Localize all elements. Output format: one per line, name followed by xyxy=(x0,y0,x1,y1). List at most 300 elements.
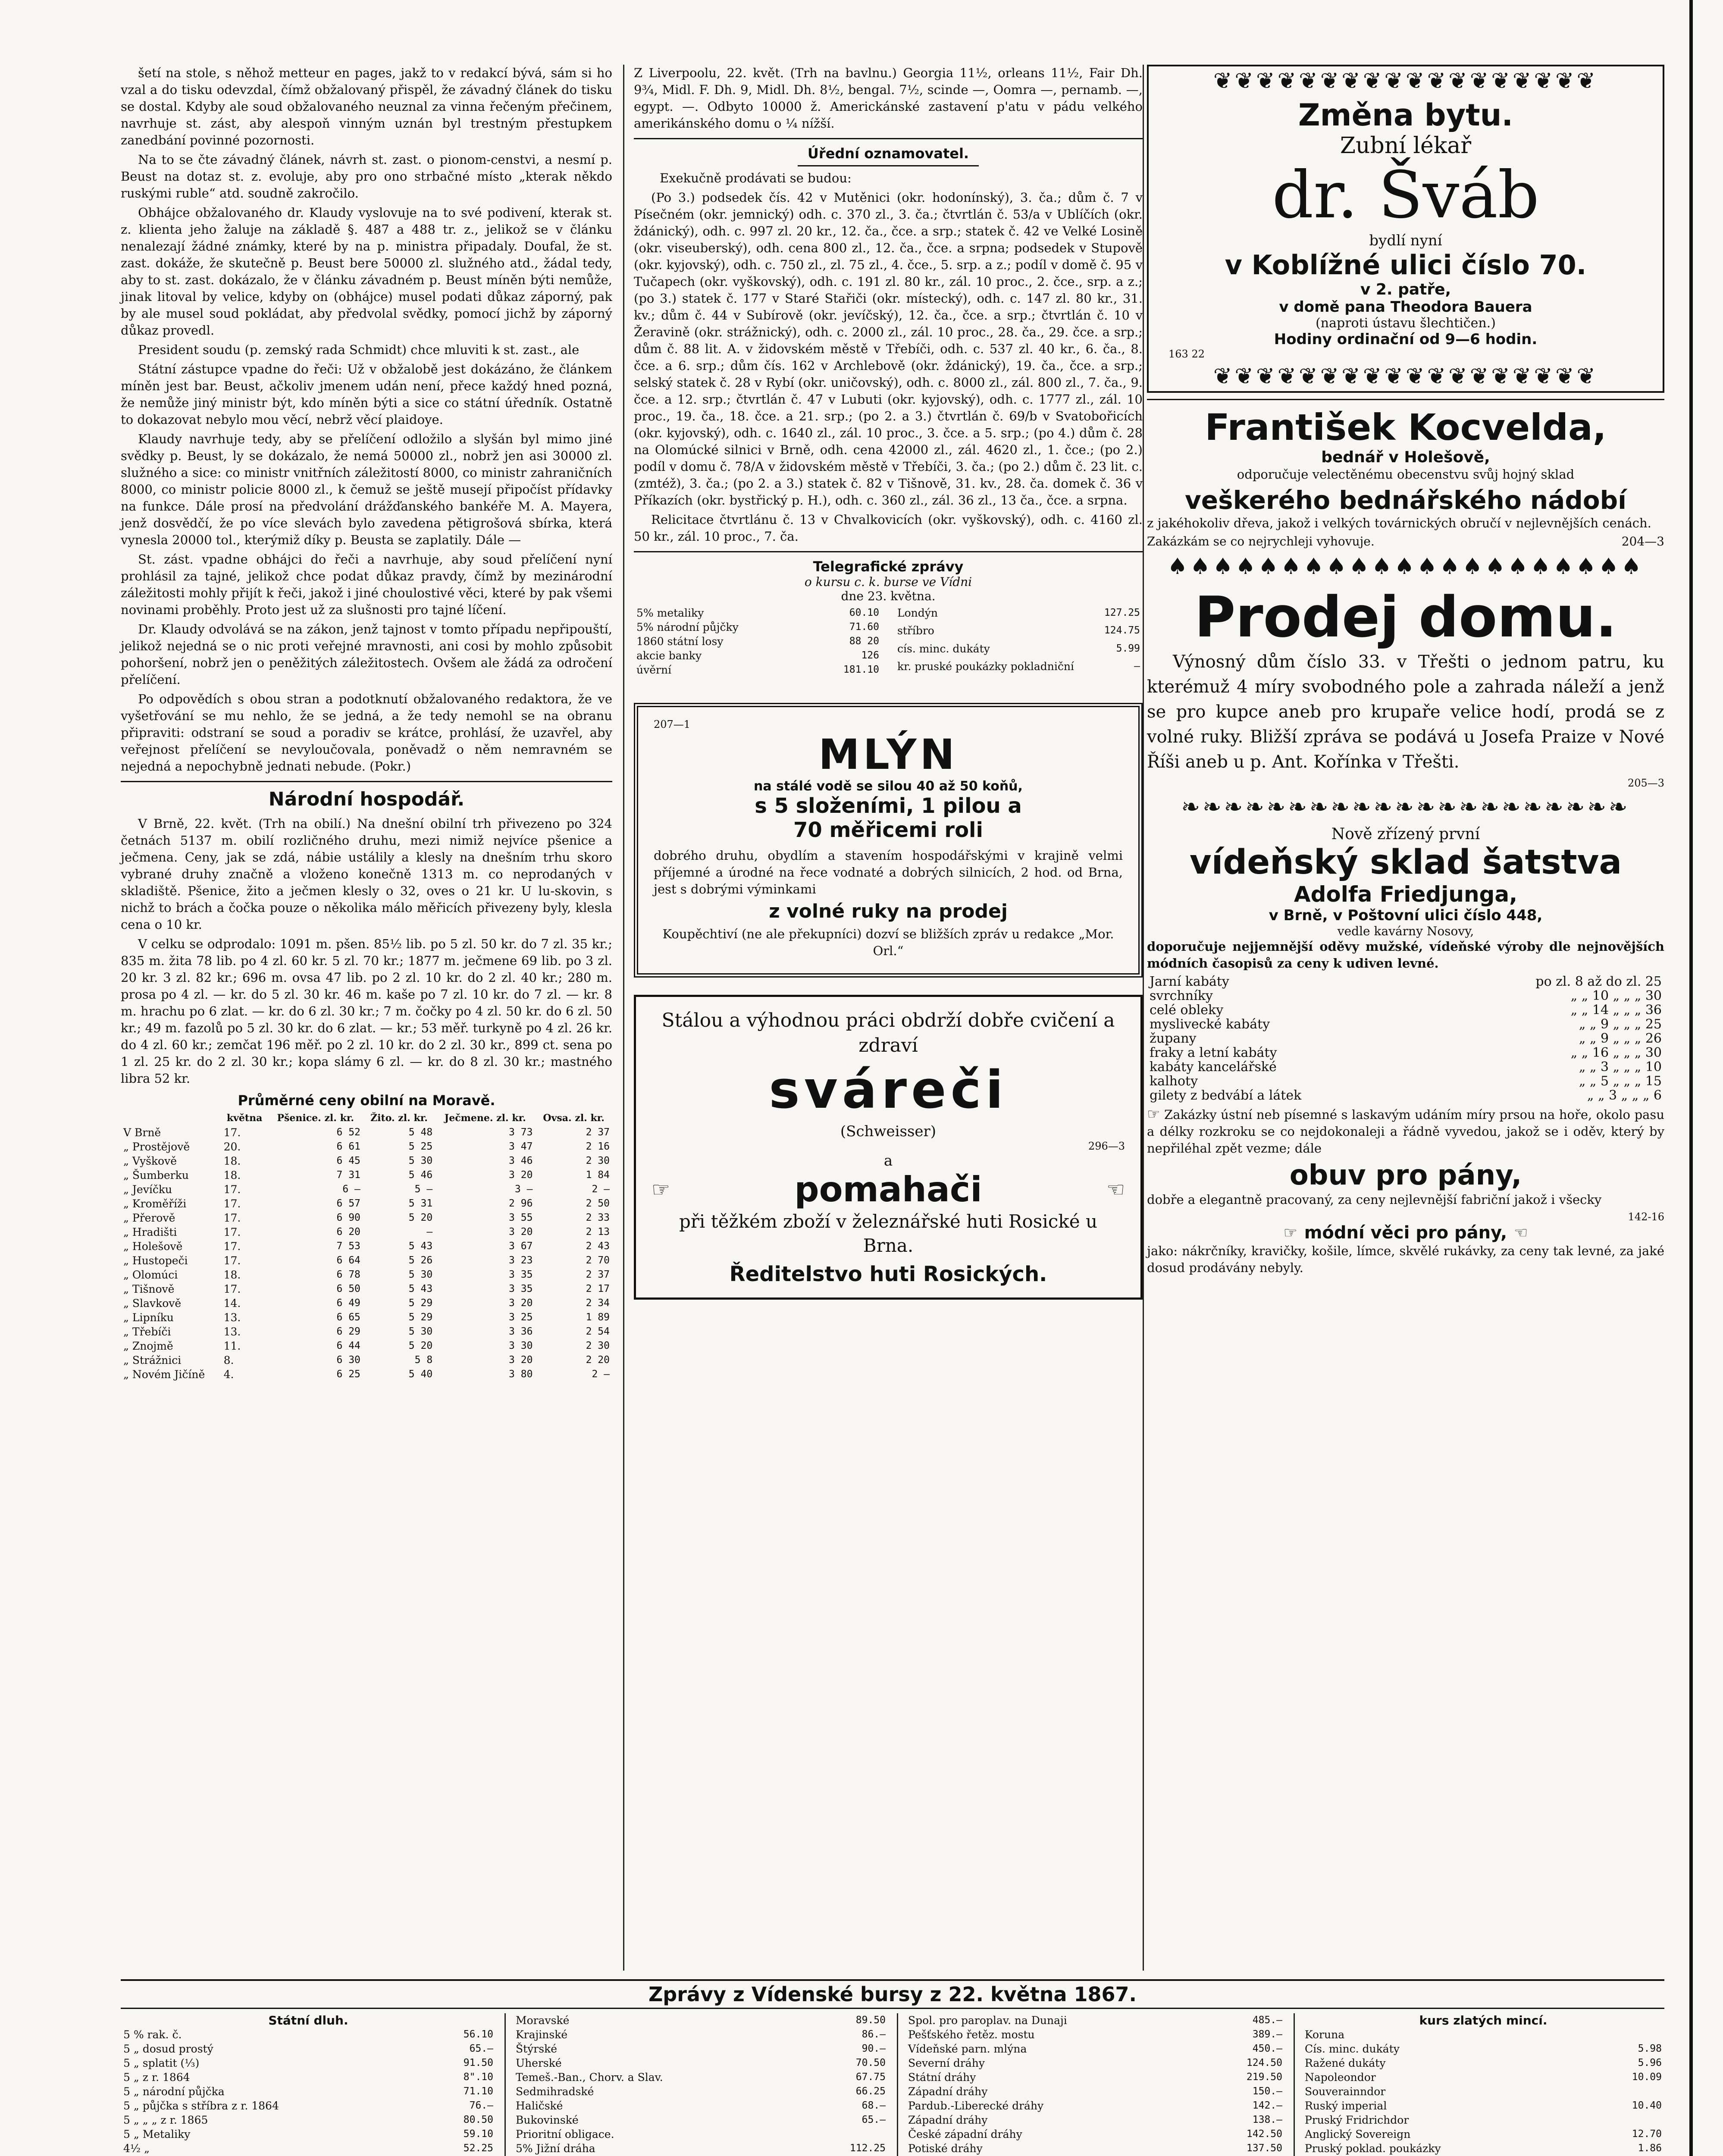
bourse-value: 1.86 xyxy=(1638,2143,1662,2154)
bourse-value: 52.25 xyxy=(463,2143,493,2154)
ad-reference: 142-16 xyxy=(1628,1211,1664,1223)
kocvelda-ad xyxy=(1147,406,1664,548)
telegraph-value: 127.25 xyxy=(1104,607,1140,618)
ad-reference: 296—3 xyxy=(1088,1140,1125,1152)
bourse-label: Štýrské xyxy=(516,2043,558,2055)
bourse-label: Anglický Sovereign xyxy=(1305,2128,1411,2140)
bourse-row xyxy=(905,2056,1285,2070)
prices-cell: „ Jevíčku xyxy=(123,1183,172,1196)
prices-cell: 3 23 xyxy=(509,1255,533,1266)
prices-cell: 2 33 xyxy=(586,1212,610,1223)
prices-cell: „ Lipníku xyxy=(123,1311,174,1324)
telegraph-value: 126 xyxy=(861,650,879,661)
clothes-item-row xyxy=(1147,1017,1664,1031)
clothes-item-name: župany xyxy=(1150,1031,1197,1046)
bourse-label: Pardub.-Liberecké dráhy xyxy=(908,2100,1044,2112)
bourse-row xyxy=(905,2127,1285,2141)
prices-cell: 3 67 xyxy=(509,1241,533,1252)
telegraph-date: dne 23. května. xyxy=(841,589,936,603)
shoes-title: obuv pro pány, xyxy=(1289,1159,1522,1191)
bourse-row xyxy=(1302,2141,1664,2156)
ornament-border-icon: ❦❦❦❦❦❦❦❦❦❦❦❦❦❦❦❦❦❦ xyxy=(1213,364,1598,389)
bourse-value: 10.09 xyxy=(1632,2071,1662,2083)
prices-cell: 2 50 xyxy=(586,1198,610,1209)
telegraph-label: 5% národní půjčky xyxy=(636,621,739,633)
svareci-lead: Stálou a výhodnou práci obdrží dobře cvičení a zdraví xyxy=(661,1009,1115,1056)
bourse-row xyxy=(121,2056,496,2070)
bourse-row xyxy=(1302,2042,1664,2056)
prices-row xyxy=(121,1168,612,1182)
clothes-lead: Nově zřízený první xyxy=(1331,825,1480,843)
court-paragraph: Po odpovědích s obou stran a podotknutí obžalovaného redaktora, že ve vyšetřování se mu nehlo, že se jedná, a že tedy nemohl se na obranu připraviti: odstraní se soud a poradiv se krátce, prohlásí, že uzavřel, aby veřejnost přelíčení se nevyloučovala, poněvadž o něm nemravném se nejedná a nepochybně jednati nebude. (Pokr.) xyxy=(121,692,612,774)
move-house: v domě pana Theodora Bauera xyxy=(1279,298,1532,316)
prices-cell: 3 47 xyxy=(509,1141,533,1152)
bourse-row xyxy=(121,2084,496,2099)
svareci-sign: Ředitelstvo huti Rosických. xyxy=(729,1262,1047,1286)
clothes-item-row xyxy=(1147,1046,1664,1060)
bourse-row xyxy=(513,2028,888,2042)
prices-cell: 2 96 xyxy=(509,1198,533,1209)
bourse-row xyxy=(513,2127,888,2141)
bourse-label: Haličské xyxy=(516,2100,563,2112)
svareci-body: při těžkém zboží v železnářské huti Rosické u Brna. xyxy=(679,1211,1098,1256)
telegraph-row xyxy=(634,620,882,634)
bourse-row xyxy=(1302,2099,1664,2113)
prices-cell: 6 78 xyxy=(336,1269,360,1280)
mlyn-ad xyxy=(634,703,1143,978)
telegraph-row xyxy=(634,634,882,649)
kocvelda-lead: odporučuje velectěnému obecenstvu svůj hojný sklad xyxy=(1237,467,1575,482)
telegraph-label: 1860 státní losy xyxy=(636,635,724,648)
court-paragraph: Na to se čte závadný článek, návrh st. zast. o pionom-censtvi, a nesmí p. Beust na dotaz st. z. evoluje, aby pro ono strbačné místo „kterak někdo ruskými ruble“ atd. soudně zakročilo. xyxy=(121,152,612,201)
bourse-row xyxy=(121,2028,496,2042)
prices-cell: 5 31 xyxy=(408,1198,433,1209)
bourse-value: 137.50 xyxy=(1246,2143,1282,2154)
bourse-value: 68.— xyxy=(862,2100,886,2111)
mlyn-title: MLÝN xyxy=(818,730,958,779)
bourse-label: Potiské dráhy xyxy=(908,2142,983,2155)
telegraph-left-table xyxy=(634,606,882,677)
prices-cell: „ Vyškově xyxy=(123,1155,177,1167)
bourse-label: Spol. pro paroplav. na Dunaji xyxy=(908,2014,1067,2027)
prices-cell: 20. xyxy=(223,1141,241,1153)
prices-cell: „ Tišnově xyxy=(123,1283,175,1295)
clothes-near: vedle kavárny Nosovy, xyxy=(1337,924,1474,938)
telegraph-row xyxy=(634,663,882,677)
pointing-hand-icon: ☜ xyxy=(1514,1224,1528,1242)
mlyn-line2: s 5 složeními, 1 pilou a xyxy=(755,794,1022,818)
bourse-label: 5 „ „ „ z r. 1865 xyxy=(123,2114,208,2126)
column-rule xyxy=(1294,2013,1295,2156)
clothes-item-row xyxy=(1147,1060,1664,1074)
prices-cell: 6 90 xyxy=(336,1212,360,1223)
prices-cell: 3 80 xyxy=(509,1369,533,1380)
clothes-item-price: „ „ 16 „ „ „ 30 xyxy=(1570,1045,1662,1060)
bourse-label: Pruský Fridrichdor xyxy=(1305,2114,1409,2126)
prices-cell: 17. xyxy=(223,1197,241,1210)
bourse-row xyxy=(121,2042,496,2056)
bourse-value: 67.75 xyxy=(855,2071,886,2083)
coins-title: kurs zlatých mincí. xyxy=(1419,2013,1548,2028)
move-ad xyxy=(1147,65,1664,393)
svareci-sub: (Schweisser) xyxy=(840,1123,937,1140)
left-column xyxy=(121,65,612,1382)
clothes-item-row xyxy=(1147,1088,1664,1103)
kocvelda-main: veškerého bednářského nádobí xyxy=(1184,486,1627,515)
telegraph-row xyxy=(634,649,882,663)
bourse-value: 70.50 xyxy=(855,2057,886,2068)
mlyn-body: dobrého druhu, obydlím a stavením hospodářskými v krajině velmi příjemné a úrodné na řece vodnaté a dobrých silnicích, 2 hod. od Brna, jest s dobrými výminkami xyxy=(654,848,1123,896)
bourse-label: 5% Jižní dráha xyxy=(516,2142,595,2155)
bourse-value: 389.— xyxy=(1252,2029,1282,2040)
move-address: v Koblížné ulici číslo 70. xyxy=(1225,249,1587,281)
prices-cell: 3 36 xyxy=(509,1326,533,1337)
mlyn-line3: 70 měřicemi roli xyxy=(793,818,983,842)
prices-cell: 18. xyxy=(223,1155,241,1167)
prices-cell: 6 29 xyxy=(336,1326,360,1337)
clothes-desc: doporučuje nejjemnější oděvy mužské, vídeňské výroby dle nejnovějších módních časopisů za ceny k udiven levné. xyxy=(1147,939,1664,971)
clothes-item-price: „ „ 14 „ „ „ 36 xyxy=(1570,1003,1662,1018)
official-text: (Po 3.) podsedek čís. 42 v Mutěnici (okr. hodonínský), 3. ča.; dům č. 7 v Písečném (okr. jemnický) odh. c. 370 zl., 3. ča.; čtvrtlán č. 53/a v Ublíčích (okr. ždánický), odh. c. 997 zl. 20 kr., 12. ča., čce. a srp.; statek č. 42 ve Velké Losině (okr. viseuberský), odh. cena 800 zl., 12. ča., čce. a srpna; podsedek v Stupově (okr. kyjovský), odh. c. 750 zl., zl. 75 zl., 4. čce., 5. srp. a z.; podíl v domě č. 95 v Tučapech (okr. vyškovský), odh. c. 191 zl. 80 kr., zál. 10 proc., 2. čce., srp. a z.; (po 3.) statek č. 177 v Staré Stařiči (okr. místecký), odh. c. 147 zl. 80 kr., 31. kv.; dům č. 44 v Subírově (okr. jevíčský), 12. ča., čce. a srp.; čtvrtlán č. 10 v Žeravině (okr. strážnický), odh. c. 2000 zl., zál. 10 proc., 28. ča., 29. čce. a srp.; dům č. 88 lit. A. v židovském městě v Třebíči, odh. c. 537 zl. 40 kr., 6. ča., 8. čce. a 6. srp.; dům čís. 162 v Archlebově (okr. ždánický), 19. ča., čce. a srp.; selský statek č. 28 v Rybí (okr. uničovský), odh. c. 8000 zl., zál. 800 zl., 7. ča., 9. čce. a 12. srp.; čtvrtlán č. 47 v Lubuti (okr. kyjovský), odh. c. 1777 zl., zál. 10 proc., 19. ča., 18. čce. a 21. srp.; (po 2. a 3.) čtvrtlán č. 69/b v Svatobořicích (okr. kyjovský), odh. c. 1640 zl., zál. 10 proc., 3. čce. a 5. srp.; (po 4.) dům č. 28 na Olomúcké silnici v Brně, odh. cena 42000 zl., zál. 4620 zl., 1. čce.; (po 2.) podíl v domu č. 78/A v židovském městě v Třebíči, 3. ča.; (po 2.) dům č. 23 lit. c. (zmtéž), 3. ča.; (po 2. a 3.) statek č. 82 v Tišnově, 31. kv., 28. ča. domek č. 36 v Příkazích (okr. bystřický p. H.), odh. c. 360 zl., zál. 36 zl., 13 ča., čce. a srpna. xyxy=(634,190,1143,508)
pointing-hand-left-icon: ☜ xyxy=(1106,1177,1125,1202)
pointing-hand-icon: ☞ xyxy=(1147,1106,1160,1123)
bourse-col-coins xyxy=(1302,2013,1664,2156)
clothes-item-name: kabáty kancelářské xyxy=(1150,1059,1277,1075)
pointing-hand-icon: ☞ xyxy=(1283,1224,1297,1242)
prices-cell: 5 20 xyxy=(408,1212,433,1223)
bourse-row xyxy=(905,2013,1285,2028)
section-rule xyxy=(634,551,1143,552)
telegraph-row xyxy=(895,659,1143,677)
bourse-label: 5 „ Metaliky xyxy=(123,2128,191,2140)
section-rule xyxy=(1147,399,1664,400)
middle-column xyxy=(634,65,1143,1308)
prices-row xyxy=(121,1239,612,1253)
grain-prices-title: Průměrné ceny obilní na Moravě. xyxy=(238,1092,495,1109)
prices-cell: 5 46 xyxy=(408,1169,433,1181)
move-hours: Hodiny ordinační od 9—6 hodin. xyxy=(1274,331,1538,348)
prices-cell: 17. xyxy=(223,1183,241,1196)
clothes-item-name: kalhoty xyxy=(1150,1074,1198,1089)
bourse-label: 5 „ z r. 1864 xyxy=(123,2071,190,2084)
move-line1: Zubní lékař xyxy=(1340,133,1472,159)
prices-cell: 4. xyxy=(223,1368,234,1381)
telegraph-value: 71.60 xyxy=(849,621,879,633)
mlyn-offer: z volné ruky na prodej xyxy=(769,900,1008,922)
ad-reference: 205—3 xyxy=(1627,777,1664,789)
market-paragraph: V Brně, 22. květ. (Trh na obilí.) Na dnešní obilní trh přivezeno po 324 četnách 5137 m. obilí rozličného druhu, mezi nimiž nejvíce pšenice a ječmena. Ceny, jak se zdá, nábie ustálily a klesly na dnešním trhu skoro vybrané druhy značně a vloženo konečně 1313 m. co neprodaných v skladiště. Pšenice, žito a ječmen klesly o 32, oves o 21 kr. U lu-skovin, s nichž to brách a čočka pouze o několika málo měřicích přivezeny byly, klesla cena o 10 kr. xyxy=(121,816,612,932)
prices-cell: 3 46 xyxy=(509,1155,533,1166)
move-title: Změna bytu. xyxy=(1298,97,1513,133)
bourse-row xyxy=(905,2084,1285,2099)
bourse-columns xyxy=(121,2009,1664,2156)
section-rule xyxy=(121,781,612,782)
kocvelda-body: z jakéhokoliv dřeva, jakož i velkých továrnických obručí v nejlevnějších cenách. xyxy=(1147,516,1651,530)
prices-cell: 6 30 xyxy=(336,1354,360,1366)
bourse-value: 142.— xyxy=(1252,2100,1282,2111)
prices-row xyxy=(121,1197,612,1211)
fashion-title: módní věci pro pány, xyxy=(1304,1223,1507,1243)
prices-cell: 5 40 xyxy=(408,1369,433,1380)
bourse-label: Moravské xyxy=(516,2014,570,2027)
clothes-address: v Brně, v Poštovní ulici číslo 448, xyxy=(1269,907,1543,924)
prices-cell: 6 61 xyxy=(336,1141,360,1152)
prices-cell: 2 34 xyxy=(586,1297,610,1309)
bourse-value: 5.96 xyxy=(1638,2057,1662,2068)
prices-cell: „ Přerově xyxy=(123,1212,175,1224)
bourse-row xyxy=(1302,2056,1664,2070)
prices-cell: 3 35 xyxy=(509,1269,533,1280)
prices-cell: 2 20 xyxy=(586,1354,610,1366)
prices-cell: 6 52 xyxy=(336,1127,360,1138)
clothes-orders-text: Zakázky ústní neb písemné s laskavým udáním míry prsou na hoře, okolo pasu a délky rozkroku se co nejdokonaleji a řádně vyvedou, jakož se i oděv, který by nepřiléhal zpět vezme; dále xyxy=(1147,1107,1664,1156)
prices-header-cell: května xyxy=(226,1112,263,1124)
kocvelda-name: František Kocvelda, xyxy=(1205,406,1607,448)
clothes-orders xyxy=(1147,1106,1664,1157)
page-right-border xyxy=(1689,0,1693,2156)
prices-cell: 2 16 xyxy=(586,1141,610,1152)
prices-cell: 2 30 xyxy=(586,1155,610,1166)
clothes-item-price: „ „ 3 „ „ „ 10 xyxy=(1579,1059,1662,1075)
svareci-pomahaci-row xyxy=(652,1169,1125,1210)
mlyn-note: Koupěchtiví (ne ale překupníci) dozví se bližších zpráv u redakce „Mor. Orl.“ xyxy=(662,927,1114,958)
prices-cell: 17. xyxy=(223,1126,241,1139)
bourse-row xyxy=(513,2099,888,2113)
bourse-label: 5 % rak. č. xyxy=(123,2028,182,2041)
prices-cell: 3 55 xyxy=(509,1212,533,1223)
bourse-value xyxy=(1591,2084,1664,2099)
bourse-row xyxy=(513,2084,888,2099)
prices-cell: 6 20 xyxy=(336,1226,360,1238)
clothes-ad xyxy=(1147,825,1664,1276)
doctor-name: dr. Šváb xyxy=(1272,158,1539,233)
bourse-label: 5 „ splatit (¹⁄₃) xyxy=(123,2057,200,2069)
bourse-row xyxy=(513,2113,888,2127)
clothes-item-name: myslivecké kabáty xyxy=(1150,1017,1270,1032)
bourse-value: 89.50 xyxy=(855,2015,886,2026)
bourse-value xyxy=(1591,2113,1664,2127)
ad-reference: 207—1 xyxy=(654,718,691,730)
clothes-item-price: „ „ 10 „ „ „ 30 xyxy=(1570,988,1662,1003)
section-rule xyxy=(634,138,1143,139)
bourse-label: Pešťského řetěz. mostu xyxy=(908,2028,1035,2041)
prices-cell: 6 44 xyxy=(336,1340,360,1351)
prices-header-cell: Žito. zl. kr. xyxy=(370,1112,428,1124)
bourse-row xyxy=(121,2127,496,2141)
bourse-row xyxy=(513,2042,888,2056)
court-paragraph: Dr. Klaudy odvolává se na zákon, jenž tajnost v tomto případu nepřipouští, jelikož nejedná se o nic proti veřejné mravnosti, ani cosi by mohlo způsobit pohoršení, nobrž jen o peněžitých záležitostech. Ovšem ale žádá za odročení přelíčení. xyxy=(121,622,612,687)
bourse-label: Souverainndor xyxy=(1305,2085,1386,2098)
bourse-label: 5 „ půjčka s stříbra z r. 1864 xyxy=(123,2100,279,2112)
ornament-spades-icon: ♠♠♠♠♠♠♠♠♠♠♠♠♠♠♠♠♠♠♠♠♠ xyxy=(1167,555,1644,579)
telegraph-value: 60.10 xyxy=(849,607,879,618)
bourse-label: Prioritní obligace. xyxy=(516,2128,614,2140)
prices-cell: 2 37 xyxy=(586,1127,610,1138)
bourse-value: 450.— xyxy=(1252,2043,1282,2054)
clothes-item-price: „ „ 9 „ „ „ 25 xyxy=(1579,1017,1662,1032)
prices-row xyxy=(121,1253,612,1268)
prices-row xyxy=(121,1125,612,1140)
prices-cell: 8. xyxy=(223,1354,234,1366)
mlyn-line1: na stálé vodě se silou 40 až 50 koňů, xyxy=(754,779,1023,794)
prices-cell: — xyxy=(426,1226,433,1238)
bourse-value: 142.50 xyxy=(1246,2128,1282,2140)
prices-cell: 6 45 xyxy=(336,1155,360,1166)
prices-cell: „ Hustopeči xyxy=(123,1254,188,1267)
bourse-label: Pruský poklad. poukázky xyxy=(1305,2142,1441,2155)
bourse-row xyxy=(1302,2127,1664,2141)
telegraph-value: 5.99 xyxy=(1116,642,1140,654)
prices-cell: 6 50 xyxy=(336,1283,360,1294)
telegraph-row xyxy=(895,642,1143,659)
bourse-label: Sedmihradské xyxy=(516,2085,594,2098)
prices-cell: 17. xyxy=(223,1254,241,1267)
prices-cell: 3 20 xyxy=(509,1169,533,1181)
prices-cell: 5 25 xyxy=(408,1141,433,1152)
bourse-col-shares xyxy=(905,2013,1285,2156)
prices-cell: „ Slavkově xyxy=(123,1297,182,1310)
prices-cell: 13. xyxy=(223,1311,241,1324)
prices-cell: 7 31 xyxy=(336,1169,360,1181)
prices-row xyxy=(121,1154,612,1168)
ad-reference: 204—3 xyxy=(1621,534,1664,548)
court-paragraph: Státní zástupce vpadne do řeči: Už v obžalobě jest dokázáno, že článkem míněn jest bar. Beust, ačkoliv jmenem udán není, přece každý hned pozná, že nemůže jiný ministr být, kdo míněn býti a sice co státní úředník. Ostatně to dokazovat nebylo mou věcí, nebrž věcí plaidoye. xyxy=(121,362,612,427)
telegraph-label: úvěrní xyxy=(636,664,672,676)
bourse-value: 5.98 xyxy=(1638,2043,1662,2054)
prices-row xyxy=(121,1211,612,1225)
bourse-value: 219.50 xyxy=(1246,2071,1282,2083)
prices-cell: 6 — xyxy=(342,1184,360,1195)
prices-cell: 2 — xyxy=(592,1369,610,1380)
bourse-row xyxy=(121,2141,496,2156)
column-rule xyxy=(504,2013,506,2156)
bourse-row xyxy=(905,2070,1285,2084)
bourse-label: Napoleondor xyxy=(1305,2071,1376,2084)
bourse-label: Státní dráhy xyxy=(908,2071,976,2084)
clothes-item-price: „ „ 9 „ „ „ 26 xyxy=(1579,1031,1662,1046)
prices-cell: 5 48 xyxy=(408,1127,433,1138)
prices-cell: 3 20 xyxy=(509,1354,533,1366)
telegraph-row xyxy=(634,606,882,620)
prices-cell: 3 25 xyxy=(509,1312,533,1323)
prices-cell: 5 43 xyxy=(408,1241,433,1252)
prices-header-cell xyxy=(121,1111,221,1125)
prices-cell: 2 30 xyxy=(586,1340,610,1351)
telegraph-value: 88 20 xyxy=(849,636,879,647)
bourse-label: Severní dráhy xyxy=(908,2057,985,2069)
move-line2: bydlí nyní xyxy=(1369,232,1442,249)
market-report xyxy=(121,815,612,1087)
court-paragraph: šetí na stole, s něhož metteur en pages, jakž to v redakcí bývá, sám si ho vzal a do tisku odevzdal, čímž obžalovaný přispěl, že závadný článek do tisku se dostal. Kdyby ale soud obžalovaného neuznal za vinna řečeným přečinem, navrhuje st. zást, aby alespoň vinným uznán byl trestným přestupkem zanedbání povinné pozornosti. xyxy=(121,66,612,147)
clothes-item-row xyxy=(1147,1003,1664,1017)
bourse-label: České západní dráhy xyxy=(908,2128,1022,2140)
bourse-value: 91.50 xyxy=(463,2057,493,2068)
bourse-value: 124.50 xyxy=(1246,2057,1282,2068)
prices-cell: 2 — xyxy=(592,1184,610,1195)
prices-cell: 5 29 xyxy=(408,1297,433,1309)
prices-cell: 6 25 xyxy=(336,1369,360,1380)
clothes-item-name: svrchníky xyxy=(1150,988,1213,1003)
bourse-row xyxy=(513,2056,888,2070)
clothes-item-row xyxy=(1147,975,1664,989)
prices-cell: 2 17 xyxy=(586,1283,610,1294)
bourse-value: 65.— xyxy=(862,2114,886,2125)
prices-cell: 14. xyxy=(223,1297,241,1310)
prices-cell: 6 65 xyxy=(336,1312,360,1323)
prices-cell: 6 49 xyxy=(336,1297,360,1309)
prices-row xyxy=(121,1268,612,1282)
prices-row xyxy=(121,1296,612,1310)
prices-cell: 17. xyxy=(223,1240,241,1253)
bourse-value xyxy=(1591,2028,1664,2042)
telegraph-heading: Telegrafické zprávy xyxy=(813,558,964,575)
clothes-item-name: celé obleky xyxy=(1150,1003,1224,1018)
clothes-item-price: po zl. 8 až do zl. 25 xyxy=(1535,974,1662,989)
prices-cell: 2 54 xyxy=(586,1326,610,1337)
prices-cell: 3 73 xyxy=(509,1127,533,1138)
bourse-row xyxy=(513,2141,888,2156)
prices-cell: 6 57 xyxy=(336,1198,360,1209)
pointing-hand-right-icon: ☞ xyxy=(652,1177,670,1202)
telegraph-label: kr. pruské poukázky pokladniční xyxy=(897,660,1074,673)
bourse-label: 5 „ dosud prostý xyxy=(123,2043,213,2055)
prices-row xyxy=(121,1325,612,1339)
telegraph-right-table xyxy=(895,606,1143,677)
bourse-label: Uherské xyxy=(516,2057,562,2069)
bourse-label: Cís. minc. dukáty xyxy=(1305,2043,1400,2055)
prices-cell: 2 70 xyxy=(586,1255,610,1266)
kocvelda-sub: bednář v Holešově, xyxy=(1321,448,1490,466)
prices-cell: „ Strážnici xyxy=(123,1354,182,1366)
bourse-row xyxy=(121,2113,496,2127)
prices-cell: 1 84 xyxy=(586,1169,610,1181)
relicitace-text: Relicitace čtvrtlánu č. 13 v Chvalkovicích (okr. vyškovský), odh. c. 4160 zl. 50 kr., zál. 10 proc., 7. ča. xyxy=(634,512,1143,544)
right-column xyxy=(1147,65,1664,1279)
move-landmark: (naproti ústavu šlechtičen.) xyxy=(1316,316,1496,331)
prices-header-cell: Ječmene. zl. kr. xyxy=(444,1112,526,1124)
bourse-value: 150.— xyxy=(1252,2086,1282,2097)
prices-cell: „ Šumberku xyxy=(123,1169,189,1181)
prices-cell: „ Olomúci xyxy=(123,1269,178,1281)
bourse-row xyxy=(121,2070,496,2084)
bourse-title: Zprávy z Vídenské bursy z 22. května 1867. xyxy=(648,1983,1137,2006)
grain-prices-table xyxy=(121,1111,612,1382)
svareci-word: sváreči xyxy=(769,1060,1008,1120)
telegraph-row xyxy=(895,624,1143,641)
svareci-word2: pomahači xyxy=(794,1169,982,1210)
economy-heading: Národní hospodář. xyxy=(268,788,465,810)
prices-row xyxy=(121,1339,612,1353)
prices-header-cell: Ovsa. zl. kr. xyxy=(543,1112,605,1124)
prices-cell: 7 53 xyxy=(336,1241,360,1252)
telegraph-label: cís. minc. dukáty xyxy=(897,642,990,655)
bourse-value: 80.50 xyxy=(463,2114,493,2125)
prices-row xyxy=(121,1140,612,1154)
clothes-title: vídeňský sklad šatstva xyxy=(1189,843,1622,882)
prices-cell: 2 13 xyxy=(586,1226,610,1238)
bourse-value: 66.25 xyxy=(855,2086,886,2097)
prices-row xyxy=(121,1367,612,1382)
bourse-label: Západní dráhy xyxy=(908,2114,988,2126)
svareci-ad xyxy=(634,995,1143,1300)
bourse-value: 112.25 xyxy=(849,2143,886,2154)
telegraph-subtitle: o kursu c. k. burse ve Vídni xyxy=(804,575,972,589)
telegraph-rates xyxy=(634,606,1143,677)
bourse-label: Ruský imperial xyxy=(1305,2100,1387,2112)
fashion-desc: jako: nákrčníky, kravičky, košile, límce, skvělé rukávky, za ceny tak levné, za jaké dosud prodávány nebyly. xyxy=(1147,1244,1664,1275)
market-paragraph: V celku se odprodalo: 1091 m. pšen. 85¹⁄₂ lib. po 5 zl. 50 kr. do 7 zl. 35 kr.; 835 m. žita 78 lib. po 4 zl. 60 kr. 5 zl. 70 kr.; 1877 m. ječmene 69 lib. po 3 zl. 20 kr. 3 zl. 82 kr.; 696 m. ovsa 47 lib. po 2 zl. 10 kr. do 2 zl. 40 kr.; 280 m. prosa po 4 zl. — kr. do 5 zl. 30 kr. 46 m. kaše po 7 zl. 10 kr. do 7 zl. — kr. 8 m. hrachu po 6 zlat. — kr. do 6 zl. 30 kr.; 7 m. čočky po 4 zl. 50 kr. do 6 zl. 50 kr.; 49 m. fazolů po 5 zl. 30 kr. do 6 zlat. — kr.; 53 měř. turkyně po 4 zl. 26 kr. do 4 zl. 60 kr.; zemčat 196 měř. po 2 zl. 10 kr. do 2 zl. 30 kr., 899 ct. sena po 1 zl. 25 kr. do 2 zl. 30 kr.; kopa slámy 6 zl. — kr. do 8 zl. 30 kr.; mastného libra 52 kr. xyxy=(121,937,612,1086)
bourse-row xyxy=(1302,2028,1664,2042)
